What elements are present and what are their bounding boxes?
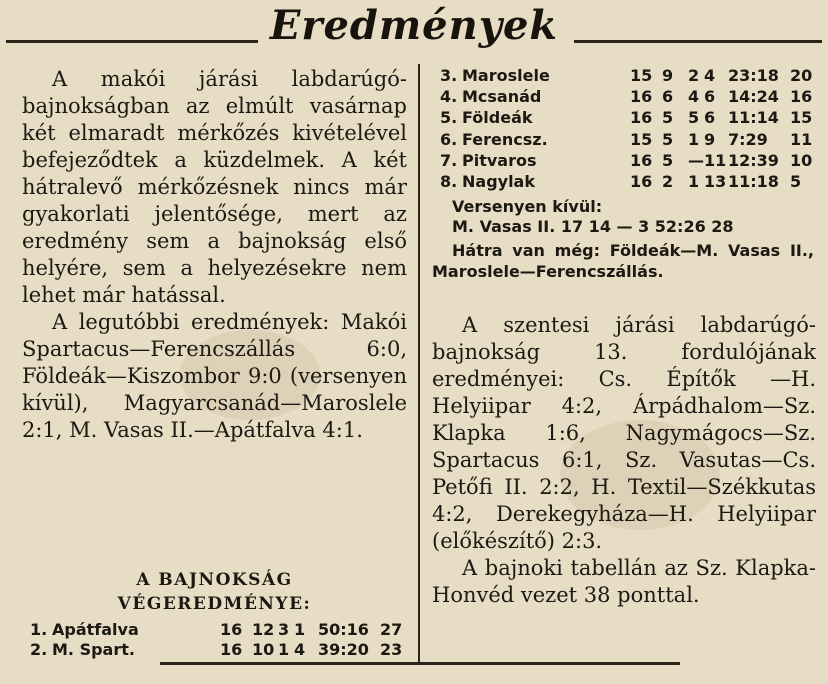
- table-cell-pos: 8.: [440, 172, 458, 191]
- table-cell-w: 10: [252, 640, 275, 659]
- table-cell-goals: 12:39: [728, 151, 779, 170]
- table-cell-d: 5: [688, 108, 700, 127]
- table-row: [440, 172, 820, 194]
- table-cell-d: 1: [278, 640, 290, 659]
- table-cell-p: 16: [630, 108, 653, 127]
- left-paragraph-2: A legutóbbi eredmények: Makói Spartacus—Ferencszállás 6:0, Földeák—Kiszombor 9:0 (versenyen kívül), Magyarcsanád—Maroslele 2:1, M. Vasas II.—Apátfalva 4:1.: [22, 310, 407, 442]
- table-cell-w: 5: [662, 130, 674, 149]
- left-paragraph-1: A makói járási labdarúgó-bajnokságban az elmúlt vasárnap két elmaradt mérkőzés kivételével befejeződtek a küzdelmek. A két hátralevő mérkőzésnek nincs már gyakorlati jelentősége, mert az eredmény sem a bajnokság első helyére, sem a helyezésekre nem lehet már hatással.: [22, 67, 407, 307]
- table-cell-d: 1: [688, 172, 700, 191]
- right-column: [432, 312, 816, 609]
- table-cell-team: M. Spart.: [52, 640, 135, 659]
- table-cell-w: 9: [662, 66, 674, 85]
- table-cell-pos: 3.: [440, 66, 458, 85]
- bottom-rule: [160, 662, 680, 665]
- table-cell-d: 2: [688, 66, 700, 85]
- table-cell-p: 16: [630, 172, 653, 191]
- remaining-matches: Hátra van még: Földeák—M. Vasas II., Maroslele—Ferencszállás.: [432, 241, 814, 281]
- table-cell-l: 13: [704, 172, 727, 191]
- table-cell-team: Földeák: [462, 108, 533, 127]
- table-cell-goals: 14:24: [728, 87, 779, 106]
- table-cell-w: 6: [662, 87, 674, 106]
- table-cell-goals: 7:29: [728, 130, 768, 149]
- table-cell-pos: 7.: [440, 151, 458, 170]
- table-cell-goals: 23:18: [728, 66, 779, 85]
- table-cell-p: 16: [630, 151, 653, 170]
- table-cell-team: Pitvaros: [462, 151, 537, 170]
- right-paragraph-2: A bajnoki tabellán az Sz. Klapka-Honvéd vezet 38 ponttal.: [432, 556, 816, 607]
- right-paragraph-1: A szentesi járási labdarúgó-bajnokság 13. fordulójának eredményei: Cs. Építők —H. Helyiipar 4:2, Árpádhalom—Sz. Klapka 1:6, Nagymágocs—Sz. Spartacus 6:1, Sz. Vasutas—Cs. Petőfi II. 2:2, H. Textil—Székkutas 4:2, Derekegyháza—H. Helyiipar (előkészítő) 2:3.: [432, 313, 816, 553]
- table-row: [440, 87, 820, 109]
- table-cell-team: Apátfalva: [52, 620, 139, 639]
- table-cell-d: 4: [688, 87, 700, 106]
- table-cell-goals: 11:14: [728, 108, 779, 127]
- table-cell-pos: 1.: [30, 620, 48, 639]
- table-cell-goals: 50:16: [318, 620, 369, 639]
- table-cell-pos: 2.: [30, 640, 48, 659]
- table-cell-l: 6: [704, 87, 716, 106]
- table-cell-team: Nagylak: [462, 172, 535, 191]
- table-cell-pts: 20: [790, 66, 813, 85]
- table-cell-pts: 16: [790, 87, 813, 106]
- table-cell-pts: 11: [790, 130, 813, 149]
- table-cell-l: 4: [294, 640, 306, 659]
- table-cell-team: Maroslele: [462, 66, 550, 85]
- table-cell-pts: 10: [790, 151, 813, 170]
- table-cell-w: 5: [662, 151, 674, 170]
- table-cell-d: 1: [688, 130, 700, 149]
- article-title: Eredmények: [269, 2, 559, 49]
- standings-heading-2: VÉGEREDMÉNYE:: [117, 594, 312, 614]
- table-cell-pts: 23: [380, 640, 403, 659]
- table-row: [30, 640, 410, 662]
- table-cell-w: 2: [662, 172, 674, 191]
- outside-competition-label: Versenyen kívül:: [452, 197, 603, 216]
- table-cell-w: 12: [252, 620, 275, 639]
- table-cell-team: Mcsanád: [462, 87, 542, 106]
- table-cell-l: 1: [294, 620, 306, 639]
- table-row: [440, 66, 820, 88]
- table-cell-l: 11: [704, 151, 727, 170]
- table-cell-d: —: [688, 151, 704, 170]
- table-cell-p: 16: [220, 640, 243, 659]
- table-cell-l: 4: [704, 66, 716, 85]
- table-cell-pos: 4.: [440, 87, 458, 106]
- table-cell-pts: 5: [790, 172, 802, 191]
- outside-competition-row: M. Vasas II. 17 14 — 3 52:26 28: [452, 217, 734, 236]
- standings-heading-1: A BAJNOKSÁG: [136, 570, 293, 590]
- table-cell-l: 9: [704, 130, 716, 149]
- table-cell-w: 5: [662, 108, 674, 127]
- table-cell-pts: 27: [380, 620, 403, 639]
- table-row: [30, 620, 410, 642]
- table-cell-l: 6: [704, 108, 716, 127]
- table-row: [440, 108, 820, 130]
- table-cell-pts: 15: [790, 108, 813, 127]
- table-cell-d: 3: [278, 620, 290, 639]
- table-cell-p: 16: [630, 87, 653, 106]
- left-column: [22, 66, 407, 444]
- table-cell-p: 15: [630, 66, 653, 85]
- table-cell-pos: 5.: [440, 108, 458, 127]
- table-cell-p: 16: [220, 620, 243, 639]
- column-divider: [418, 64, 420, 662]
- table-cell-p: 15: [630, 130, 653, 149]
- table-cell-goals: 39:20: [318, 640, 369, 659]
- table-row: [440, 151, 820, 173]
- table-cell-team: Ferencsz.: [462, 130, 548, 149]
- table-cell-goals: 11:18: [728, 172, 779, 191]
- table-cell-pos: 6.: [440, 130, 458, 149]
- table-row: [440, 130, 820, 152]
